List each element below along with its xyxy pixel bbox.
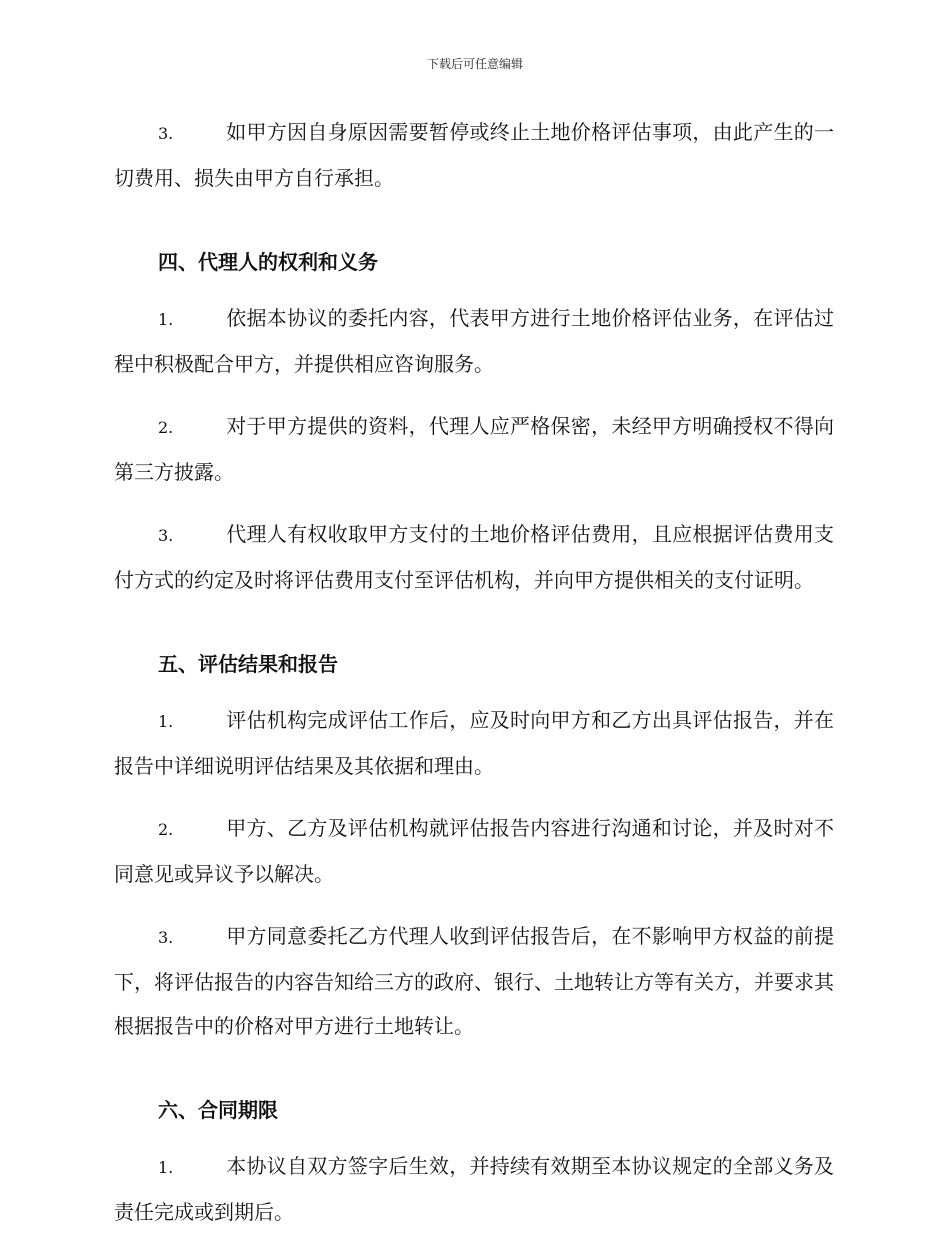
- clause-number: 1.: [158, 310, 174, 329]
- clause-number: 3.: [158, 526, 174, 545]
- clause-number: 1.: [158, 1158, 174, 1177]
- clause-number: 1.: [158, 712, 174, 731]
- clause-text: 依据本协议的委托内容，代表甲方进行土地价格评估业务，在评估过程中积极配合甲方，并提供相应咨询服务。: [114, 306, 834, 376]
- clause-4-1: [114, 296, 834, 386]
- clause-text: 甲方同意委托乙方代理人收到评估报告后，在不影响甲方权益的前提下，将评估报告的内容告知给三方的政府、银行、土地转让方等有关方，并要求其根据报告中的价格对甲方进行土地转让。: [114, 924, 834, 1038]
- clause-5-3: [114, 914, 834, 1048]
- clause-6-1: [114, 1144, 834, 1234]
- section-heading-6: 六、合同期限: [158, 1098, 278, 1122]
- clause-text: 如甲方因自身原因需要暂停或终止土地价格评估事项，由此产生的一切费用、损失由甲方自行承担。: [114, 120, 834, 190]
- page-header: 下载后可任意编辑: [426, 57, 523, 71]
- clause-number: 2.: [158, 820, 174, 839]
- clause-text: 代理人有权收取甲方支付的土地价格评估费用，且应根据评估费用支付方式的约定及时将评估费用支付至评估机构，并向甲方提供相关的支付证明。: [114, 522, 834, 592]
- clause-4-3: [114, 512, 834, 602]
- clause-text: 评估机构完成评估工作后，应及时向甲方和乙方出具评估报告，并在报告中详细说明评估结果及其依据和理由。: [114, 708, 834, 778]
- clause-number: 2.: [158, 418, 174, 437]
- clause-number: 3.: [158, 124, 174, 143]
- section-heading-4: 四、代理人的权利和义务: [158, 250, 378, 274]
- section-heading-5: 五、评估结果和报告: [158, 652, 338, 676]
- clause-text: 本协议自双方签字后生效，并持续有效期至本协议规定的全部义务及责任完成或到期后。: [114, 1154, 834, 1224]
- clause-4-2: [114, 404, 834, 494]
- clause-text: 甲方、乙方及评估机构就评估报告内容进行沟通和讨论，并及时对不同意见或异议予以解决。: [114, 816, 834, 886]
- clause-number: 3.: [158, 928, 174, 947]
- clause-text: 对于甲方提供的资料，代理人应严格保密，未经甲方明确授权不得向第三方披露。: [114, 414, 834, 484]
- document-body: [114, 110, 834, 1234]
- clause-3-1: [114, 110, 834, 200]
- clause-5-1: [114, 698, 834, 788]
- clause-5-2: [114, 806, 834, 896]
